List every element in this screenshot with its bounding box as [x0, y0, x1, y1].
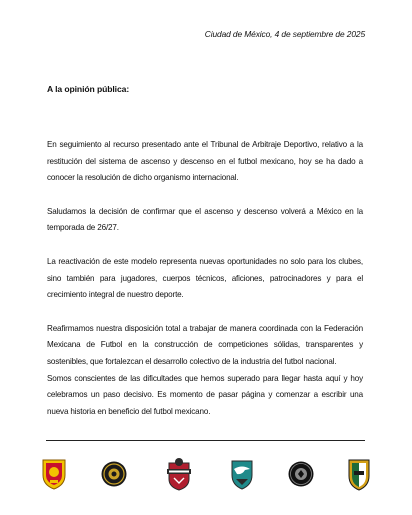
salutation: A la opinión pública: [47, 84, 130, 94]
paragraph-2: Saludamos la decisión de confirmar que el ascenso y descenso volverá a México en la temporada de 26/27. [47, 206, 363, 233]
club-crest-black-gold-icon [100, 457, 128, 491]
club-crest-red-yellow-icon [40, 457, 68, 491]
footer-divider [46, 440, 365, 441]
club-crest-mineros-icon [165, 457, 193, 491]
paragraph-3: La reactivación de este modelo representa nuevas oportunidades no solo para los clubes, sino también para jugadores, cuerpos técnicos, aficiones, patrocinadores y para el crecimiento integral de nuestro deporte. [47, 256, 363, 300]
club-crest-black-round-icon [287, 457, 315, 491]
dateline: Ciudad de México, 4 de septiembre de 2025 [204, 29, 365, 39]
club-crest-green-gold-icon [345, 457, 373, 491]
letter-body [47, 137, 363, 420]
paragraph-5: Somos conscientes de las dificultades que hemos superado para llegar hasta aquí y hoy celebramos un paso decisivo. Es momento de pasar página y comenzar a escribir una nueva historia en beneficio del futbol mexicano. [47, 373, 363, 416]
paragraph-4: Reafirmamos nuestra disposición total a trabajar de manera coordinada con la Federación Mexicana de Futbol en la construcción de competiciones sólidas, transparentes y sostenibles, que fortalezcan el desarrollo colectivo de la industria del futbol nacional. [47, 323, 363, 366]
club-logos-row [40, 457, 373, 493]
club-crest-teal-bird-icon [228, 457, 256, 491]
paragraph-1: En seguimiento al recurso presentado ante el Tribunal de Arbitraje Deportivo, relativo a la restitución del sistema de ascenso y descenso en el futbol mexicano, hoy se ha dado a conocer la resolución de dicho organismo internacional. [47, 140, 363, 183]
